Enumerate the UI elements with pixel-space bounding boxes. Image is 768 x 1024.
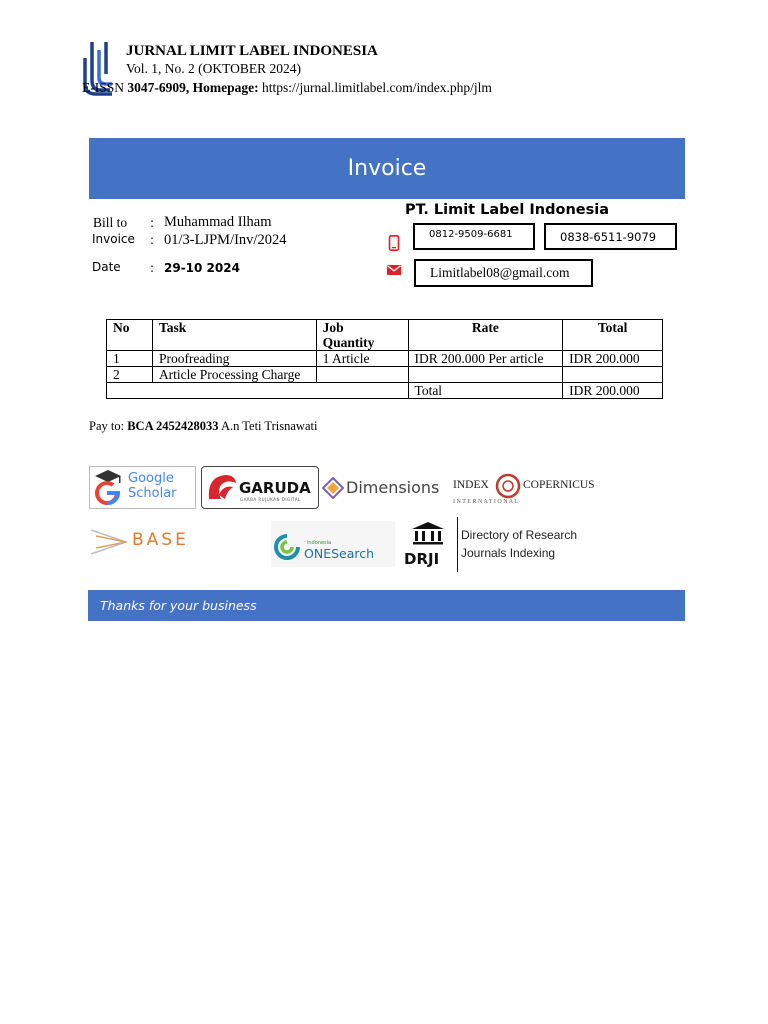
onesearch-text: ONESearch bbox=[304, 546, 375, 561]
table-total-row bbox=[107, 383, 663, 399]
base-logo bbox=[90, 525, 220, 559]
payment-account: BCA 2452428033 bbox=[127, 419, 219, 433]
index-copernicus-text-1: INDEX bbox=[453, 479, 489, 491]
email-icon bbox=[387, 265, 401, 275]
row-1-task: Proofreading bbox=[152, 351, 316, 367]
row-2-total bbox=[563, 367, 663, 383]
phone-icon bbox=[388, 235, 400, 251]
table-row bbox=[107, 351, 663, 367]
row-1-qty: 1 Article bbox=[316, 351, 408, 367]
company-name: PT. Limit Label Indonesia bbox=[405, 202, 609, 218]
drji-divider bbox=[457, 517, 458, 572]
onesearch-small-text: indonesia bbox=[307, 540, 332, 546]
issn-prefix: E-ISSN bbox=[82, 80, 128, 95]
index-copernicus-text-2: COPERNICUS bbox=[523, 479, 595, 491]
bill-to-value: Muhammad Ilham bbox=[164, 214, 272, 230]
google-scholar-text: Google Scholar bbox=[128, 471, 177, 501]
journal-title: JURNAL LIMIT LABEL INDONESIA bbox=[126, 43, 378, 59]
row-2-rate bbox=[408, 367, 563, 383]
phone-2: 0838-6511-9079 bbox=[560, 229, 657, 244]
drji-text: DRJI bbox=[404, 550, 440, 568]
bill-to-colon: : bbox=[150, 216, 155, 230]
footer-banner bbox=[88, 590, 685, 621]
phone-2-box bbox=[544, 223, 677, 250]
garuda-subtext: GARBA RUJUKAN DIGITAL bbox=[240, 497, 301, 502]
index-copernicus-text-3: I N T E R N A T I O N A L bbox=[453, 499, 518, 505]
date-colon: : bbox=[150, 261, 155, 275]
total-spacer bbox=[107, 383, 409, 399]
base-text: BASE bbox=[132, 530, 189, 550]
drji-text-line-1: Directory of Research bbox=[461, 528, 578, 542]
invoice-banner bbox=[89, 138, 685, 199]
header-task: Task bbox=[152, 320, 316, 351]
google-scholar-logo bbox=[89, 466, 196, 509]
dimensions-text: Dimensions bbox=[346, 478, 440, 497]
total-label: Total bbox=[408, 383, 563, 399]
date-label: Date bbox=[92, 260, 121, 274]
dimensions-icon bbox=[322, 477, 344, 499]
phone-1: 0812-9509-6681 bbox=[429, 229, 513, 240]
footer-text: Thanks for your business bbox=[100, 598, 257, 613]
dimensions-logo bbox=[322, 470, 448, 506]
invoice-number: 01/3-LJPM/Inv/2024 bbox=[164, 232, 287, 248]
payment-holder: A.n Teti Trisnawati bbox=[218, 419, 318, 433]
base-icon bbox=[90, 528, 128, 556]
garuda-text: GARUDA bbox=[239, 479, 311, 497]
journal-issn-line bbox=[82, 80, 492, 96]
payment-prefix: Pay to: bbox=[89, 419, 128, 433]
header-total: Total bbox=[563, 320, 663, 351]
invoice-items-table bbox=[106, 319, 663, 399]
header-rate: Rate bbox=[408, 320, 563, 351]
row-2-no: 2 bbox=[107, 367, 153, 383]
row-1-no: 1 bbox=[107, 351, 153, 367]
row-2-task: Article Processing Charge bbox=[152, 367, 316, 383]
payment-info bbox=[89, 419, 317, 434]
total-value: IDR 200.000 bbox=[563, 383, 663, 399]
date-value: 29-10 2024 bbox=[164, 261, 240, 275]
index-copernicus-logo bbox=[452, 470, 604, 510]
header-no: No bbox=[107, 320, 153, 351]
invoice-title: Invoice bbox=[347, 156, 427, 181]
invoice-colon: : bbox=[150, 233, 155, 247]
onesearch-logo bbox=[271, 521, 395, 567]
garuda-logo bbox=[201, 466, 319, 509]
onesearch-icon bbox=[274, 534, 300, 560]
drji-library-icon bbox=[411, 521, 445, 545]
index-copernicus-icon bbox=[495, 473, 521, 499]
homepage-url[interactable]: https://jurnal.limitlabel.com/index.php/jlm bbox=[262, 80, 492, 95]
email-address[interactable]: Limitlabel08@gmail.com bbox=[430, 265, 570, 280]
email-box bbox=[414, 259, 593, 287]
issn-number: 3047-6909, bbox=[127, 80, 190, 95]
table-row bbox=[107, 367, 663, 383]
google-scholar-icon bbox=[93, 469, 123, 507]
journal-volume: Vol. 1, No. 2 (OKTOBER 2024) bbox=[126, 61, 302, 76]
drji-logo bbox=[403, 516, 578, 572]
bill-to-label: Bill to bbox=[93, 215, 128, 230]
row-2-qty bbox=[316, 367, 408, 383]
garuda-icon bbox=[205, 471, 239, 505]
row-1-rate: IDR 200.000 Per article bbox=[408, 351, 563, 367]
drji-text-line-2: Journals Indexing bbox=[461, 546, 556, 560]
phone-1-box bbox=[413, 223, 535, 250]
homepage-label: Homepage: bbox=[192, 80, 259, 95]
row-1-total: IDR 200.000 bbox=[563, 351, 663, 367]
header-job-quantity: Job Quantity bbox=[316, 320, 408, 351]
table-header-row bbox=[107, 320, 663, 351]
invoice-label: Invoice bbox=[92, 232, 135, 246]
